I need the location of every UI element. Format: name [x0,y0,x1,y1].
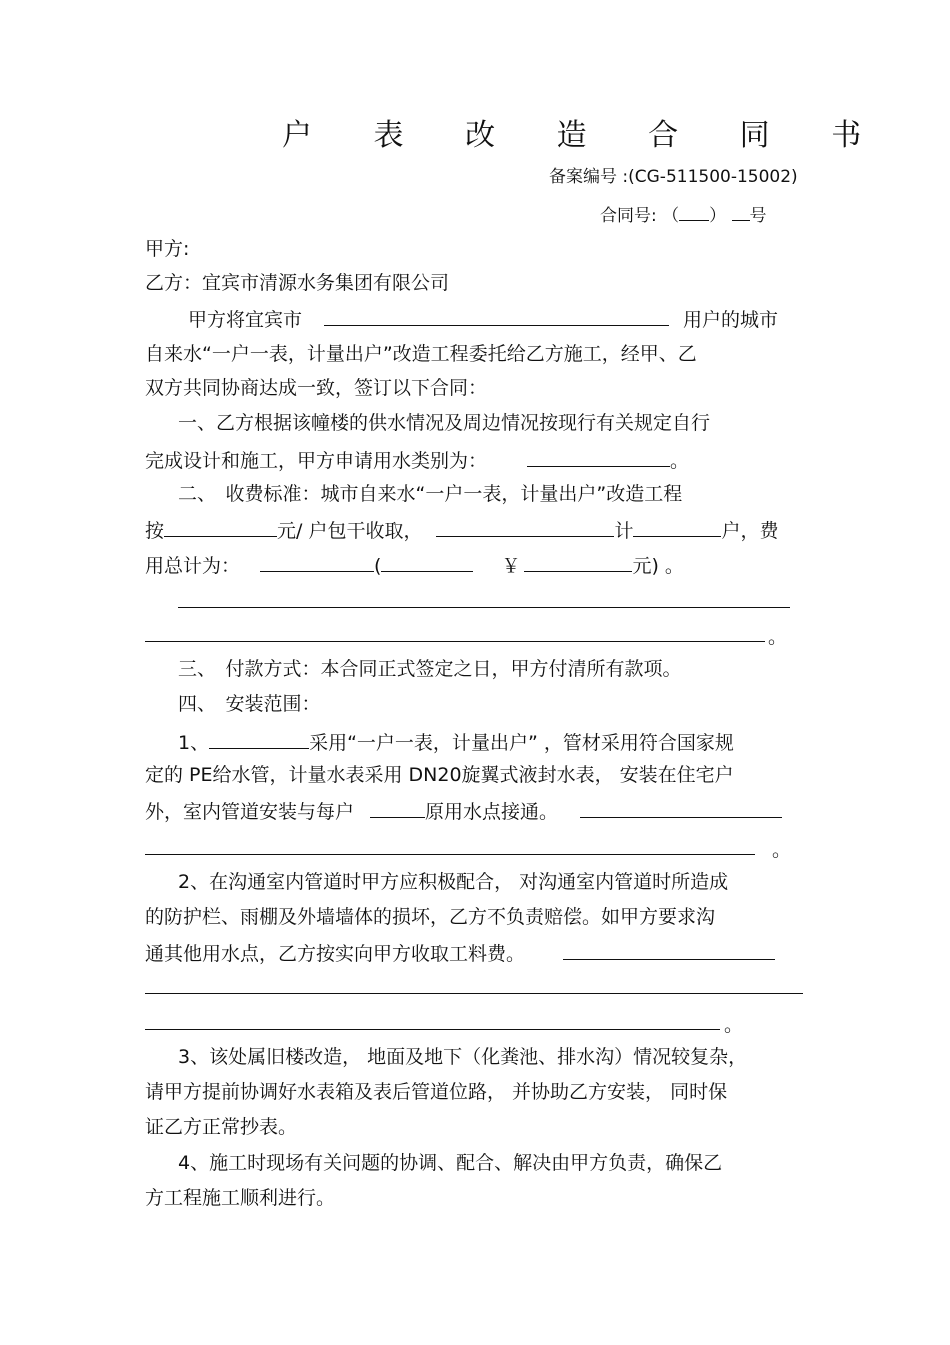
item-1-text-a: 外，室内管道安装与每户 [145,801,355,823]
item-1-line-1 [178,728,734,756]
total-blank-1 [260,551,374,572]
item-1-blank-3 [580,797,782,818]
contract-number-mid: ） [709,206,727,226]
contract-number [600,200,767,229]
item-2-period: 。 [724,1014,744,1036]
intro-line-2: 自来水“一户一表，计量出户”改造工程委托给乙方施工，经甲、乙 [145,343,697,365]
clause-2-text-end: 元) 。 [632,555,684,577]
total-label: 用总计为： [145,555,241,577]
item-3-line-1: 3、该处属旧楼改造， 地面及地下（化粪池、排水沟）情况较复杂， [178,1046,748,1068]
clause-2-line-2 [145,516,779,544]
clause-2-text-a: 按 [145,520,165,542]
contract-number-prefix: 合同号: （ [600,206,680,226]
item-1-text-b: 原用水点接通。 [425,801,559,823]
price-per-household-blank [164,516,277,537]
clause-3: 三、 付款方式：本合同正式签定之日，甲方付清所有款项。 [178,658,682,680]
party-a: 甲方: [145,238,190,260]
clause-2-line-3 [145,551,684,579]
water-type-blank [527,446,670,467]
clause-2-line-1: 二、 收费标准：城市自来水“一户一表，计量出户”改造工程 [178,483,683,505]
total-amount-blank [524,551,632,572]
item-1-line-2: 定的 PE给水管，计量水表采用 DN20旋翼式液封水表， 安装在住宅户 [145,764,734,786]
contract-number-suffix: 号 [749,206,767,226]
clause-2-text-b: 元/ 户包干收取， [277,520,423,542]
item-2-line-1: 2、在沟通室内管道时甲方应积极配合， 对沟通室内管道时所造成 [178,871,729,893]
clause-4-heading: 四、 安装范围： [178,693,321,715]
clause-2-text-c: 计 [614,520,634,542]
item-1-line-3 [145,797,782,825]
clause-1-line-1: 一、乙方根据该幢楼的供水情况及周边情况按现行有关规定自行 [178,412,711,434]
item-1-period: 。 [772,839,792,861]
item-4-line-1: 4、施工时现场有关问题的协调、配合、解决由甲方负责，确保乙 [178,1152,723,1174]
contract-number-blank-2 [732,200,750,221]
clause-2-period: 。 [768,626,788,648]
clause-2-text-d: 户，费 [721,520,779,542]
item-1-blank-2 [370,797,425,818]
intro-line-3: 双方共同协商达成一致，签订以下合同： [145,377,488,399]
intro-text-b: 用户的城市 [683,309,779,331]
clause-1-end: 。 [670,450,690,472]
clause-1-text: 完成设计和施工，甲方申请用水类别为： [145,450,488,472]
user-blank [324,305,669,326]
item-2-line-3 [145,939,775,967]
item-3-line-2: 请甲方提前协调好水表箱及表后管道位路， 并协助乙方安装， 同时保 [145,1081,728,1103]
total-blank-2 [381,551,473,572]
clause-1-line-2 [145,446,689,474]
household-count-blank [633,516,721,537]
blank-line [145,641,765,642]
blank-line [145,1029,720,1030]
blank-line [178,607,790,608]
item-2-line-2: 的防护栏、雨棚及外墙墙体的损坏，乙方不负责赔偿。如甲方要求沟 [145,906,716,928]
intro-line-1 [188,305,778,333]
blank-line [145,854,755,855]
party-b: 乙方：宜宾市清源水务集团有限公司 [145,272,450,294]
item-3-line-3: 证乙方正常抄表。 [145,1116,298,1138]
count-blank [436,516,614,537]
item-4-line-2: 方工程施工顺利进行。 [145,1187,336,1209]
contract-number-blank-1 [679,200,709,221]
open-paren: ( [374,555,382,577]
yuan-sign: ￥ [501,555,521,577]
item-2-blank [563,939,775,960]
item-1-blank [209,728,309,749]
intro-text-a: 甲方将宜宾市 [188,309,303,331]
document-title: 户 表 改 造 合 同 书 [282,118,888,153]
blank-line [145,993,803,994]
item-1-number: 1、 [178,732,210,754]
item-2-text: 通其他用水点，乙方按实向甲方收取工料费。 [145,943,526,965]
record-number: 备案编号 :(CG-511500-15002) [549,167,798,187]
item-1-text: 采用“一户一表，计量出户” ，管材采用符合国家规 [309,732,734,754]
